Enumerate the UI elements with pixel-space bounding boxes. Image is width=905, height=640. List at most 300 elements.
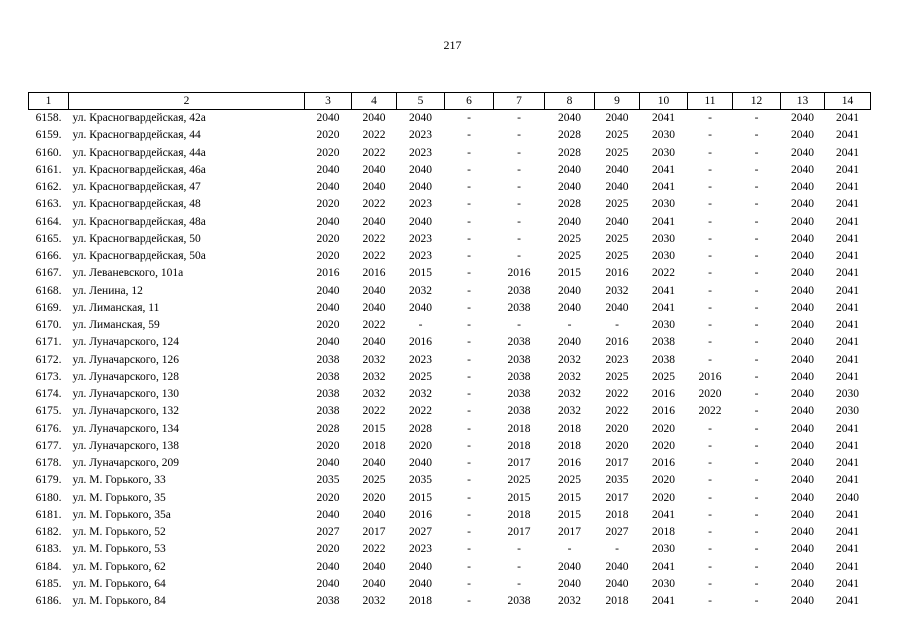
year-cell: - [708, 181, 712, 194]
table-row [29, 214, 871, 231]
year-cell: 2032 [558, 353, 581, 366]
table-row [29, 265, 871, 282]
year-cell: 2040 [409, 163, 432, 176]
year-cell: 2038 [316, 370, 340, 383]
year-cell: 2023 [409, 250, 432, 263]
year-cell: 2025 [507, 474, 531, 487]
row-number: 6173. [35, 370, 62, 383]
year-cell: 2041 [836, 181, 859, 194]
year-cell: 2016 [409, 336, 432, 349]
column-header: 11 [688, 93, 733, 110]
year-cell: 2040 [316, 457, 340, 470]
column-header: 3 [305, 93, 352, 110]
year-cell: 2040 [558, 577, 581, 590]
year-cell: 2040 [791, 595, 814, 608]
row-number: 6163. [35, 198, 62, 211]
address-cell: ул. Красногвардейская, 44а [72, 146, 206, 159]
year-cell: - [708, 163, 712, 176]
year-cell: 2022 [362, 250, 386, 263]
year-cell: 2040 [791, 284, 814, 297]
year-cell: - [708, 508, 712, 521]
year-cell: 2020 [316, 439, 340, 452]
year-cell: 2040 [362, 181, 386, 194]
year-cell: - [517, 319, 521, 332]
year-cell: 2041 [652, 301, 675, 314]
table-row [29, 524, 871, 541]
table-row [29, 127, 871, 144]
year-cell: - [754, 543, 759, 556]
year-cell: 2040 [316, 284, 340, 297]
year-cell: 2040 [791, 336, 814, 349]
year-cell: 2041 [652, 181, 675, 194]
year-cell: - [467, 560, 471, 573]
row-number: 6175. [35, 405, 62, 418]
year-cell: 2040 [791, 543, 814, 556]
year-cell: 2035 [409, 474, 432, 487]
row-number: 6165. [35, 232, 62, 245]
year-cell: - [467, 181, 471, 194]
year-cell: 2016 [652, 388, 675, 401]
address-cell: ул. М. Горького, 35 [72, 491, 166, 504]
row-number: 6172. [35, 353, 62, 366]
year-cell: - [467, 112, 471, 125]
column-header: 1 [29, 93, 69, 110]
year-cell: - [708, 560, 712, 573]
year-cell: 2022 [362, 146, 386, 159]
year-cell: 2020 [316, 319, 340, 332]
row-number: 6180. [35, 491, 62, 504]
address-cell: ул. Красногвардейская, 44 [72, 129, 201, 142]
address-cell: ул. М. Горького, 62 [72, 560, 166, 573]
year-cell: - [754, 474, 759, 487]
year-cell: 2040 [316, 215, 340, 228]
year-cell: 2040 [605, 163, 629, 176]
row-number: 6178. [35, 457, 62, 470]
table-row [29, 283, 871, 300]
year-cell: 2025 [652, 370, 675, 383]
year-cell: 2040 [791, 181, 814, 194]
year-cell: 2040 [791, 457, 814, 470]
table-row [29, 559, 871, 576]
year-cell: 2041 [652, 112, 675, 125]
year-cell: 2020 [316, 146, 340, 159]
row-number: 6179. [35, 474, 62, 487]
year-cell: 2015 [558, 491, 581, 504]
year-cell: 2040 [558, 215, 581, 228]
year-cell: 2041 [836, 474, 859, 487]
year-cell: - [467, 370, 471, 383]
year-cell: 2032 [362, 595, 386, 608]
year-cell: - [467, 422, 471, 435]
year-cell: 2015 [507, 491, 531, 504]
row-number: 6160. [35, 146, 62, 159]
year-cell: 2032 [558, 595, 581, 608]
year-cell: 2041 [836, 457, 859, 470]
table-row [29, 403, 871, 420]
year-cell: 2023 [409, 232, 432, 245]
year-cell: - [708, 336, 712, 349]
year-cell: 2016 [409, 508, 432, 521]
year-cell: 2040 [362, 215, 386, 228]
row-number: 6164. [35, 215, 62, 228]
year-cell: 2040 [558, 181, 581, 194]
year-cell: 2020 [316, 543, 340, 556]
year-cell: - [754, 250, 759, 263]
year-cell: 2041 [836, 336, 859, 349]
year-cell: 2032 [558, 405, 581, 418]
year-cell: 2016 [362, 267, 386, 280]
year-cell: - [708, 250, 712, 263]
table-row [29, 576, 871, 593]
year-cell: 2025 [605, 250, 629, 263]
year-cell: - [517, 215, 521, 228]
year-cell: - [467, 577, 471, 590]
year-cell: - [467, 146, 471, 159]
year-cell: - [467, 508, 471, 521]
address-cell: ул. Красногвардейская, 50 [72, 232, 201, 245]
year-cell: 2040 [791, 319, 814, 332]
year-cell: - [754, 577, 759, 590]
year-cell: - [467, 336, 471, 349]
year-cell: 2041 [836, 353, 859, 366]
year-cell: 2022 [605, 405, 629, 418]
year-cell: 2020 [652, 491, 675, 504]
table-row [29, 421, 871, 438]
year-cell: - [754, 215, 759, 228]
year-cell: - [708, 284, 712, 297]
year-cell: 2040 [558, 560, 581, 573]
year-cell: 2041 [836, 163, 859, 176]
year-cell: 2020 [605, 439, 629, 452]
column-header: 9 [595, 93, 640, 110]
table-row [29, 162, 871, 179]
year-cell: 2040 [791, 388, 814, 401]
year-cell: - [708, 491, 712, 504]
address-cell: ул. Луначарского, 132 [72, 405, 179, 418]
year-cell: - [708, 146, 712, 159]
year-cell: 2032 [362, 370, 386, 383]
year-cell: - [754, 319, 759, 332]
year-cell: 2018 [362, 439, 386, 452]
year-cell: 2022 [605, 388, 629, 401]
table-row [29, 490, 871, 507]
table-row [29, 231, 871, 248]
year-cell: - [754, 595, 759, 608]
year-cell: 2041 [652, 284, 675, 297]
year-cell: 2040 [558, 301, 581, 314]
year-cell: 2038 [507, 353, 531, 366]
year-cell: 2018 [507, 439, 531, 452]
column-header: 14 [825, 93, 871, 110]
year-cell: 2032 [558, 370, 581, 383]
address-cell: ул. Луначарского, 128 [72, 370, 179, 383]
table-row [29, 300, 871, 317]
year-cell: - [467, 250, 471, 263]
year-cell: - [708, 577, 712, 590]
year-cell: 2038 [507, 301, 531, 314]
year-cell: 2040 [558, 336, 581, 349]
year-cell: 2028 [558, 146, 581, 159]
address-cell: ул. Красногвардейская, 42а [72, 112, 206, 125]
year-cell: 2023 [409, 146, 432, 159]
year-cell: 2040 [409, 215, 432, 228]
year-cell: 2017 [605, 457, 629, 470]
year-cell: - [754, 146, 759, 159]
year-cell: - [708, 267, 712, 280]
year-cell: 2040 [791, 301, 814, 314]
year-cell: 2018 [507, 422, 531, 435]
year-cell: 2032 [362, 388, 386, 401]
year-cell: 2040 [791, 439, 814, 452]
year-cell: - [615, 543, 619, 556]
year-cell: - [467, 439, 471, 452]
year-cell: 2041 [836, 250, 859, 263]
year-cell: - [467, 543, 471, 556]
year-cell: 2040 [791, 560, 814, 573]
year-cell: - [708, 474, 712, 487]
year-cell: 2040 [791, 491, 814, 504]
year-cell: - [467, 353, 471, 366]
year-cell: 2040 [316, 577, 340, 590]
year-cell: - [467, 284, 471, 297]
year-cell: 2030 [652, 232, 675, 245]
year-cell: - [708, 215, 712, 228]
row-number: 6182. [35, 526, 62, 539]
year-cell: - [708, 422, 712, 435]
year-cell: 2040 [409, 112, 432, 125]
year-cell: - [754, 232, 759, 245]
year-cell: 2041 [836, 319, 859, 332]
year-cell: 2040 [362, 301, 386, 314]
row-number: 6166. [35, 250, 62, 263]
year-cell: 2038 [507, 388, 531, 401]
year-cell: - [754, 129, 759, 142]
year-cell: 2041 [652, 595, 675, 608]
year-cell: 2040 [362, 508, 386, 521]
table-row [29, 438, 871, 455]
header-row [29, 93, 871, 110]
year-cell: 2040 [409, 181, 432, 194]
year-cell: 2015 [558, 508, 581, 521]
year-cell: 2015 [409, 267, 432, 280]
address-cell: ул. Красногвардейская, 48а [72, 215, 206, 228]
year-cell: - [754, 284, 759, 297]
year-cell: 2020 [316, 129, 340, 142]
table-row [29, 196, 871, 213]
year-cell: 2040 [409, 301, 432, 314]
row-number: 6162. [35, 181, 62, 194]
year-cell: - [708, 595, 712, 608]
year-cell: - [467, 129, 471, 142]
table-row [29, 472, 871, 489]
year-cell: 2040 [605, 181, 629, 194]
year-cell: 2017 [605, 491, 629, 504]
address-cell: ул. Луначарского, 126 [72, 353, 179, 366]
row-number: 6174. [35, 388, 62, 401]
year-cell: 2038 [507, 370, 531, 383]
column-header: 6 [445, 93, 494, 110]
year-cell: 2041 [652, 508, 675, 521]
year-cell: 2040 [791, 129, 814, 142]
year-cell: 2032 [409, 388, 432, 401]
column-header: 13 [781, 93, 825, 110]
year-cell: - [708, 129, 712, 142]
table-row [29, 352, 871, 369]
year-cell: 2040 [362, 284, 386, 297]
year-cell: 2015 [558, 267, 581, 280]
column-header: 10 [640, 93, 688, 110]
year-cell: 2040 [316, 508, 340, 521]
year-cell: 2040 [791, 163, 814, 176]
year-cell: - [708, 319, 712, 332]
year-cell: - [708, 439, 712, 452]
table-row [29, 541, 871, 558]
year-cell: 2038 [316, 405, 340, 418]
column-header: 5 [397, 93, 445, 110]
year-cell: - [754, 422, 759, 435]
row-number: 6168. [35, 284, 62, 297]
year-cell: 2023 [409, 543, 432, 556]
year-cell: 2040 [362, 577, 386, 590]
year-cell: - [467, 388, 471, 401]
year-cell: 2018 [558, 422, 581, 435]
year-cell: - [754, 301, 759, 314]
table-row [29, 334, 871, 351]
year-cell: 2030 [652, 198, 675, 211]
table-row [29, 145, 871, 162]
year-cell: 2040 [836, 491, 859, 504]
year-cell: 2040 [791, 267, 814, 280]
year-cell: - [567, 319, 572, 332]
year-cell: - [708, 526, 712, 539]
year-cell: 2040 [409, 457, 432, 470]
year-cell: 2017 [507, 457, 531, 470]
year-cell: 2041 [836, 370, 859, 383]
year-cell: 2040 [362, 457, 386, 470]
year-cell: - [517, 543, 521, 556]
year-cell: 2020 [316, 491, 340, 504]
year-cell: 2027 [605, 526, 629, 539]
year-cell: - [708, 112, 712, 125]
address-cell: ул. Красногвардейская, 50а [72, 250, 206, 263]
row-number: 6159. [35, 129, 62, 142]
year-cell: 2025 [605, 232, 629, 245]
year-cell: 2022 [652, 267, 675, 280]
row-number: 6167. [35, 267, 62, 280]
year-cell: 2041 [652, 560, 675, 573]
year-cell: 2030 [652, 146, 675, 159]
year-cell: - [517, 163, 521, 176]
year-cell: 2032 [409, 284, 432, 297]
table-row [29, 455, 871, 472]
year-cell: 2038 [316, 595, 340, 608]
year-cell: - [754, 491, 759, 504]
year-cell: 2018 [605, 595, 629, 608]
year-cell: 2030 [652, 129, 675, 142]
year-cell: 2041 [652, 215, 675, 228]
column-header: 2 [69, 93, 305, 110]
address-cell: ул. Луначарского, 134 [72, 422, 179, 435]
column-header: 8 [545, 93, 595, 110]
year-cell: - [708, 232, 712, 245]
year-cell: 2020 [316, 250, 340, 263]
address-cell: ул. Леваневского, 101а [72, 267, 184, 280]
year-cell: 2040 [362, 112, 386, 125]
year-cell: 2027 [316, 526, 340, 539]
year-cell: 2028 [409, 422, 432, 435]
address-cell: ул. Лиманская, 11 [72, 301, 160, 314]
year-cell: 2040 [791, 405, 814, 418]
year-cell: 2018 [605, 508, 629, 521]
year-cell: - [467, 457, 471, 470]
year-cell: 2041 [836, 198, 859, 211]
year-cell: 2035 [316, 474, 340, 487]
year-cell: 2040 [362, 560, 386, 573]
year-cell: - [754, 181, 759, 194]
year-cell: 2038 [652, 336, 675, 349]
year-cell: - [754, 163, 759, 176]
year-cell: 2040 [791, 526, 814, 539]
year-cell: - [517, 129, 521, 142]
row-number: 6158. [35, 112, 62, 125]
address-cell: ул. М. Горького, 35а [72, 508, 171, 521]
address-cell: ул. Луначарского, 130 [72, 388, 179, 401]
table-row [29, 386, 871, 403]
year-cell: 2040 [316, 181, 340, 194]
year-cell: - [517, 181, 521, 194]
address-cell: ул. Лиманская, 59 [72, 319, 160, 332]
year-cell: 2035 [605, 474, 629, 487]
year-cell: 2038 [507, 405, 531, 418]
year-cell: 2038 [507, 336, 531, 349]
year-cell: 2041 [836, 543, 859, 556]
year-cell: 2020 [652, 439, 675, 452]
year-cell: 2041 [836, 526, 859, 539]
address-cell: ул. Красногвардейская, 47 [72, 181, 201, 194]
year-cell: 2038 [507, 284, 531, 297]
year-cell: 2023 [409, 129, 432, 142]
address-cell: ул. Красногвардейская, 46а [72, 163, 206, 176]
table-row [29, 507, 871, 524]
year-cell: 2015 [409, 491, 432, 504]
year-cell: 2017 [558, 526, 581, 539]
year-cell: - [467, 405, 471, 418]
year-cell: - [754, 439, 759, 452]
year-cell: 2030 [652, 577, 675, 590]
year-cell: - [754, 112, 759, 125]
year-cell: 2040 [362, 163, 386, 176]
year-cell: 2040 [605, 215, 629, 228]
row-number: 6161. [35, 163, 62, 176]
year-cell: 2040 [316, 301, 340, 314]
year-cell: - [754, 526, 759, 539]
year-cell: - [615, 319, 619, 332]
year-cell: 2025 [409, 370, 432, 383]
year-cell: 2038 [316, 388, 340, 401]
year-cell: - [467, 301, 471, 314]
year-cell: 2040 [791, 577, 814, 590]
year-cell: 2016 [558, 457, 581, 470]
year-cell: - [754, 457, 759, 470]
year-cell: - [754, 198, 759, 211]
table-row [29, 317, 871, 334]
year-cell: - [754, 336, 759, 349]
year-cell: 2038 [316, 353, 340, 366]
year-cell: 2028 [558, 129, 581, 142]
year-cell: 2041 [836, 112, 859, 125]
year-cell: 2022 [409, 405, 432, 418]
year-cell: - [517, 250, 521, 263]
